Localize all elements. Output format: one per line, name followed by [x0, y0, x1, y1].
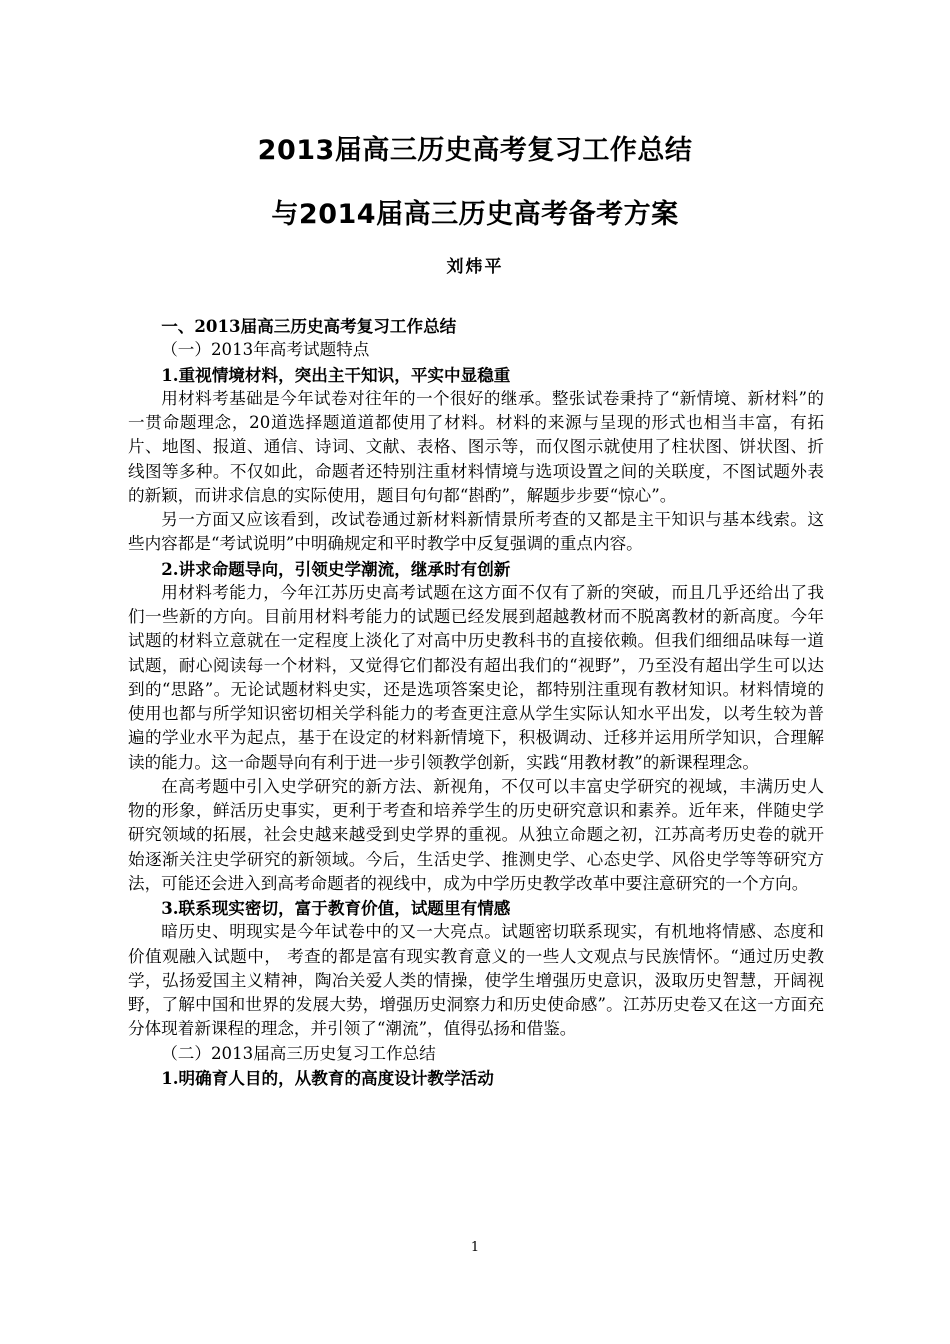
point-heading-2: 2.讲求命题导向，引领史学潮流，继承时有创新	[161, 558, 511, 579]
body-paragraph: 在高考题中引入史学研究的新方法、新视角，不仅可以丰富史学研究的视域，丰满历史人物的形象，鲜活历史事实，更利于考查和培养学生的历史研究意识和素养。近年来，伴随史学研究领域的拓展，社会史越来越受到史学界的重视。从独立命题之初，江苏高考历史卷的就开始逐渐关注史学研究的新领域。今后，生活史学、推测史学、心态史学、风俗史学等等研究方法，可能还会进入到高考命题者的视线中，成为中学历史教学改革中要注意研究的一个方向。	[128, 776, 824, 893]
point-heading-1: 1.重视情境材料，突出主干知识，平实中显稳重	[161, 364, 511, 385]
document-title-line-1: 2013届高三历史高考复习工作总结	[257, 135, 693, 166]
document-body	[128, 314, 824, 1090]
subsection-heading-2: （二）2013届高三历史复习工作总结	[161, 1043, 436, 1063]
body-paragraph: 用材料考基础是今年试卷对往年的一个很好的继承。整张试卷秉持了“新情境、新材料”的一贯命题理念，20道选择题道道都使用了材料。材料的来源与呈现的形式也相当丰富，有拓片、地图、报道、通信、诗词、文献、表格、图示等，而仅图示就使用了柱状图、饼状图、折线图等多种。不仅如此，命题者还特别注重材料情境与选项设置之间的关联度，不图试题外表的新颖，而讲求信息的实际使用，题目句句都“斟酌”，解题步步要“惊心”。	[128, 388, 824, 505]
section-heading-1: 一、2013届高三历史高考复习工作总结	[161, 316, 457, 336]
body-paragraph: 用材料考能力，今年江苏历史高考试题在这方面不仅有了新的突破，而且几乎还给出了我们一些新的方向。目前用材料考能力的试题已经发展到超越教材而不脱离教材的新高度。今年试题的材料立意就在一定程度上淡化了对高中历史教科书的直接依赖。但我们细细品味每一道试题，耐心阅读每一个材料，又觉得它们都没有超出我们的“视野”，乃至没有超出学生可以达到的“思路”。无论试题材料史实，还是选项答案史论，都特别注重现有教材知识。材料情境的使用也都与所学知识密切相关学科能力的考查更注意从学生实际认知水平出发，以考生较为普遍的学业水平为起点，基于在设定的材料新情境下，积极调动、迁移并运用所学知识，合理解读的能力。这一命题导向有利于进一步引领教学创新，实践“用教材教”的新课程理念。	[128, 582, 824, 772]
body-paragraph: 另一方面又应该看到，改试卷通过新材料新情景所考查的又都是主干知识与基本线索。这些内容都是“考试说明”中明确规定和平时教学中反复强调的重点内容。	[128, 510, 824, 554]
body-paragraph: 暗历史、明现实是今年试卷中的又一大亮点。试题密切联系现实，有机地将情感、态度和价值观融入试题中， 考查的都是富有现实教育意义的一些人文观点与民族情怀。“通过历史教学，弘扬爱国主义精神，陶冶关爱人类的情操，使学生增强历史意识，汲取历史智慧，开阔视野，了解中国和世界的发展大势，增强历史洞察力和历史使命感”。江苏历史卷又在这一方面充分体现着新课程的理念，并引领了“潮流”，值得弘扬和借鉴。	[128, 922, 824, 1039]
page-number: 1	[470, 1240, 480, 1255]
author-name: 刘炜平	[446, 257, 504, 277]
point-heading-4: 1.明确育人目的，从教育的高度设计教学活动	[161, 1067, 494, 1088]
subsection-heading-1: （一）2013年高考试题特点	[161, 340, 370, 360]
document-title-line-2: 与2014届高三历史高考备考方案	[271, 199, 679, 230]
point-heading-3: 3.联系现实密切，富于教育价值，试题里有情感	[161, 898, 511, 918]
